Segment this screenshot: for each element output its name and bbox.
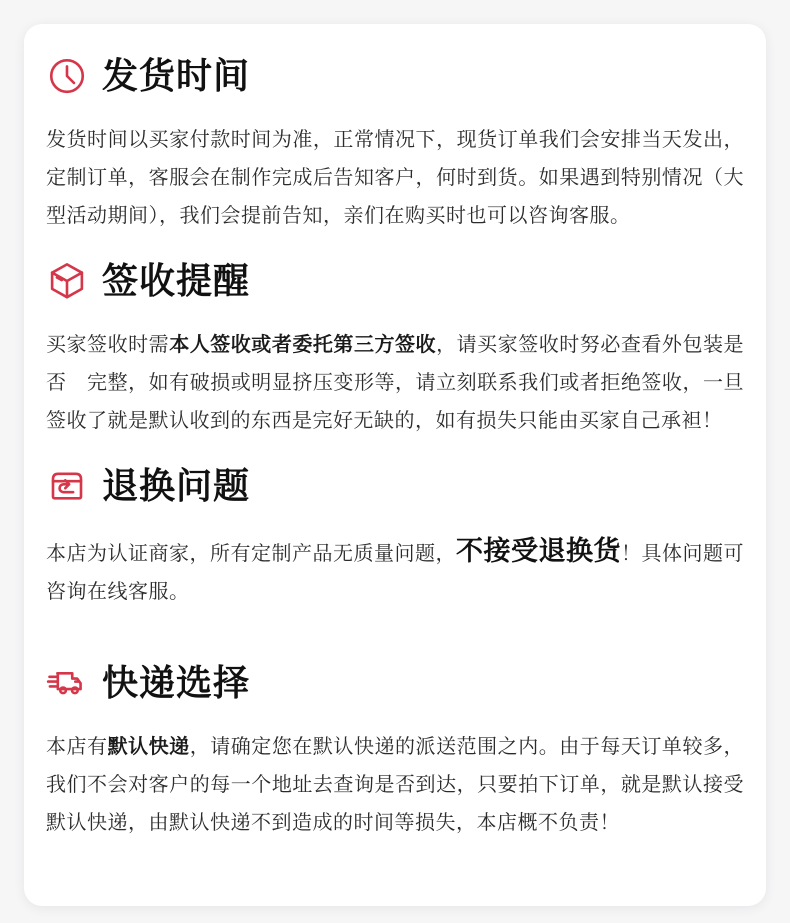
policy-card — [24, 24, 766, 906]
text-run: 买家签收时需 — [46, 334, 170, 357]
section-shipping-time — [46, 54, 744, 235]
text-run: 本店为认证商家，所有定制产品无质量问题， — [46, 542, 456, 565]
emphasis-text-run: 本人签收或者委托第三方签收 — [169, 334, 437, 357]
text-run: 发货时间以买家付款时间为准，正常情况下，现货订单我们会安排当天发出，定制订单，客服会在制作完成后告知客户，何时到货。如果遇到特别情况（大型活动期间），我们会提前告知，亲们在购买时也可以咨询客服。 — [46, 129, 744, 228]
emphasis-text-run: 默认快递 — [107, 735, 190, 758]
section-courier-choice-header — [46, 661, 744, 704]
clock-icon — [46, 55, 88, 97]
section-returns — [46, 464, 744, 610]
section-returns-header — [46, 464, 744, 507]
emphasis-text-run: 不接受退换货 — [456, 535, 621, 566]
text-run: ，请买家签收时努必查看外包装是否 完整，如有破损或明显挤压变形等，请立刻联系我们或者拒绝签收，一旦签收了就是默认收到的东西是完好无缺的，如有损失只能由买家自己承袒！ — [46, 334, 745, 433]
return-box-icon — [46, 465, 88, 507]
delivery-truck-icon — [46, 661, 88, 703]
section-title: 签收提醒 — [102, 260, 251, 302]
text-run: 本店有 — [46, 735, 108, 758]
section-sign-reminder-header — [46, 259, 744, 302]
section-paragraph — [46, 532, 744, 611]
package-icon — [46, 260, 88, 302]
section-paragraph — [46, 728, 744, 842]
section-title: 发货时间 — [102, 55, 251, 96]
section-shipping-time-header — [46, 54, 744, 97]
text-run: ，请确定您在默认快递的派送范围之内。由于每天订单较多，我们不会对客户的每一个地址去查询是否到达，只要拍下订单，就是默认接受默认快递，由默认快递不到造成的时间等损失，本店概不负责！ — [46, 735, 745, 834]
section-title: 快递选择 — [102, 661, 251, 703]
section-courier-choice — [46, 661, 744, 842]
section-paragraph — [46, 121, 744, 235]
section-paragraph — [46, 326, 744, 440]
text-run: ！具体问题可咨询在线客服。 — [46, 542, 744, 603]
section-sign-reminder — [46, 259, 744, 440]
section-title: 退换问题 — [102, 465, 251, 507]
